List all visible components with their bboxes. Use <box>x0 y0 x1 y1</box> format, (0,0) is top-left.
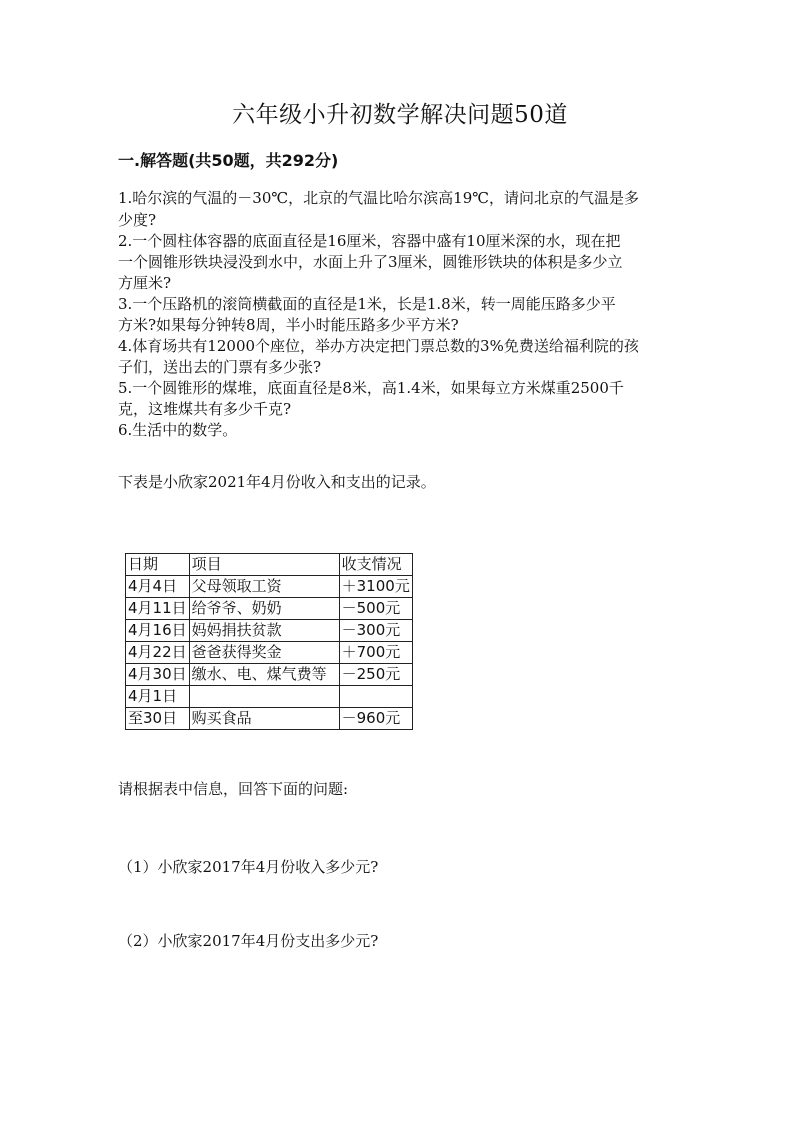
table-cell: 购买食品 <box>189 708 339 730</box>
table-cell: 缴水、电、煤气费等 <box>189 664 339 686</box>
problem-line: 2.一个圆柱体容器的底面直径是16厘米，容器中盛有10厘米深的水，现在把 <box>118 232 621 250</box>
section-heading: 一.解答题(共50题，共292分) <box>118 151 339 170</box>
table-cell: 4月16日 <box>126 620 190 642</box>
question-1: （1）小欣家2017年4月份收入多少元? <box>118 858 379 876</box>
table-row <box>126 708 413 730</box>
table-row <box>126 598 413 620</box>
table-cell: －300元 <box>339 620 412 642</box>
table-header-cell: 项目 <box>189 554 339 576</box>
problem-line: 少度? <box>118 211 157 229</box>
question-2: （2）小欣家2017年4月份支出多少元? <box>118 932 379 950</box>
question-prompt: 请根据表中信息，回答下面的问题: <box>118 780 349 798</box>
table-cell: 4月1日 <box>126 686 190 708</box>
table-header-cell: 收支情况 <box>339 554 412 576</box>
table-row <box>126 642 413 664</box>
table-row <box>126 576 413 598</box>
table-cell: －500元 <box>339 598 412 620</box>
table-cell: 妈妈捐扶贫款 <box>189 620 339 642</box>
table-cell: 4月22日 <box>126 642 190 664</box>
problem-line: 方厘米? <box>118 274 172 292</box>
table-cell: 4月4日 <box>126 576 190 598</box>
table-cell: 爸爸获得奖金 <box>189 642 339 664</box>
table-cell <box>189 686 339 708</box>
table-header-row <box>126 554 413 576</box>
table-cell: －960元 <box>339 708 412 730</box>
table-header-cell: 日期 <box>126 554 190 576</box>
problem-line: 5.一个圆锥形的煤堆，底面直径是8米，高1.4米，如果每立方米煤重2500千 <box>118 379 624 397</box>
problem-line: 一个圆锥形铁块浸没到水中，水面上升了3厘米，圆锥形铁块的体积是多少立 <box>118 253 623 271</box>
table-cell <box>339 686 412 708</box>
table-row <box>126 664 413 686</box>
table-cell: －250元 <box>339 664 412 686</box>
table-cell: ＋3100元 <box>339 576 412 598</box>
problem-line: 子们，送出去的门票有多少张? <box>118 358 322 376</box>
table-cell: 至30日 <box>126 708 190 730</box>
income-expense-table <box>125 553 413 730</box>
table-intro: 下表是小欣家2021年4月份收入和支出的记录。 <box>118 473 436 491</box>
table-cell: 给爷爷、奶奶 <box>189 598 339 620</box>
table-cell: 4月11日 <box>126 598 190 620</box>
problem-line: 克，这堆煤共有多少千克? <box>118 400 292 418</box>
problem-line: 1.哈尔滨的气温的－30℃，北京的气温比哈尔滨高19℃，请问北京的气温是多 <box>118 189 640 207</box>
problem-line: 方米?如果每分钟转8周，半小时能压路多少平方米? <box>118 316 459 334</box>
problem-line: 3.一个压路机的滚筒横截面的直径是1米，长是1.8米，转一周能压路多少平 <box>118 295 616 313</box>
problem-line: 6.生活中的数学。 <box>118 421 238 439</box>
page-title: 六年级小升初数学解决问题50道 <box>232 102 568 128</box>
table-cell: 父母领取工资 <box>189 576 339 598</box>
table-cell: ＋700元 <box>339 642 412 664</box>
table-row <box>126 620 413 642</box>
problem-line: 4.体育场共有12000个座位，举办方决定把门票总数的3%免费送给福利院的孩 <box>118 337 639 355</box>
table-row <box>126 686 413 708</box>
table-cell: 4月30日 <box>126 664 190 686</box>
